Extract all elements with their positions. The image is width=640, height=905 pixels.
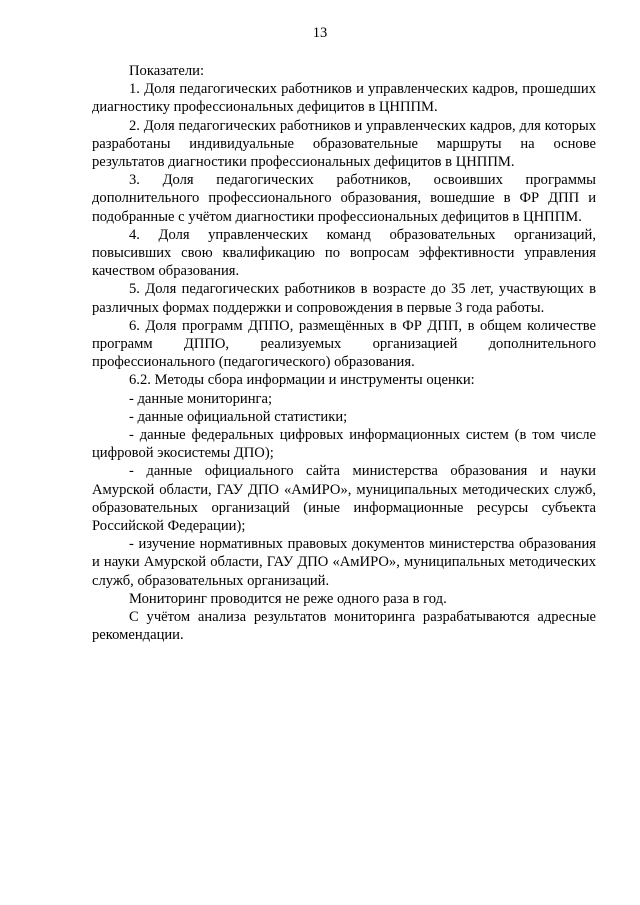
indicators-heading: Показатели: <box>129 63 205 79</box>
page-number: 13 <box>312 25 328 41</box>
indicator-6: 6. Доля программ ДППО, размещённых в ФР ДПП, в общем количестве программ ДППО, реализуемых организацией дополнительного профессионального (педагогического) образования. <box>92 317 596 371</box>
method-item: - данные федеральных цифровых информационных систем (в том числе цифровой экосистемы ДПО); <box>92 427 596 462</box>
section-heading-6-2: 6.2. Методы сбора информации и инструменты оценки: <box>129 372 475 389</box>
indicator-2: 2. Доля педагогических работников и управленческих кадров, для которых разработаны индивидуальные образовательные маршруты на основе результатов диагностики профессиональных дефицитов в ЦНППМ. <box>92 117 596 171</box>
indicator-1: 1. Доля педагогических работников и управленческих кадров, прошедших диагностику профессиональных дефицитов в ЦНППМ. <box>92 81 596 116</box>
method-item: - изучение нормативных правовых документов министерства образования и науки Амурской области, ГАУ ДПО «АмИРО», муниципальных методических служб, образовательных организаций. <box>92 536 596 589</box>
monitoring-frequency: Мониторинг проводится не реже одного раза в год. <box>129 590 447 607</box>
document-body <box>92 62 596 645</box>
indicator-5: 5. Доля педагогических работников в возрасте до 35 лет, участвующих в различных формах поддержки и сопровождения в первые 3 года работы. <box>92 281 596 316</box>
recommendations-note: С учётом анализа результатов мониторинга разрабатываются адресные рекомендации. <box>92 609 596 644</box>
indicator-3: 3. Доля педагогических работников, освоивших программы дополнительного профессионального образования, вошедшие в ФР ДПП и подобранные с учётом диагностики профессиональных дефицитов в ЦНППМ. <box>92 172 596 225</box>
method-item: - данные мониторинга; <box>129 390 273 407</box>
method-item: - данные официального сайта министерства образования и науки Амурской области, ГАУ ДПО «АмИРО», муниципальных методических служб, образовательных организаций (иные информационные ресурсы субъекта Российской Федерации); <box>92 463 596 535</box>
indicator-4: 4. Доля управленческих команд образовательных организаций, повысивших свою квалификацию по вопросам эффективности управления качеством образования. <box>92 226 596 280</box>
method-item: - данные официальной статистики; <box>129 408 348 425</box>
